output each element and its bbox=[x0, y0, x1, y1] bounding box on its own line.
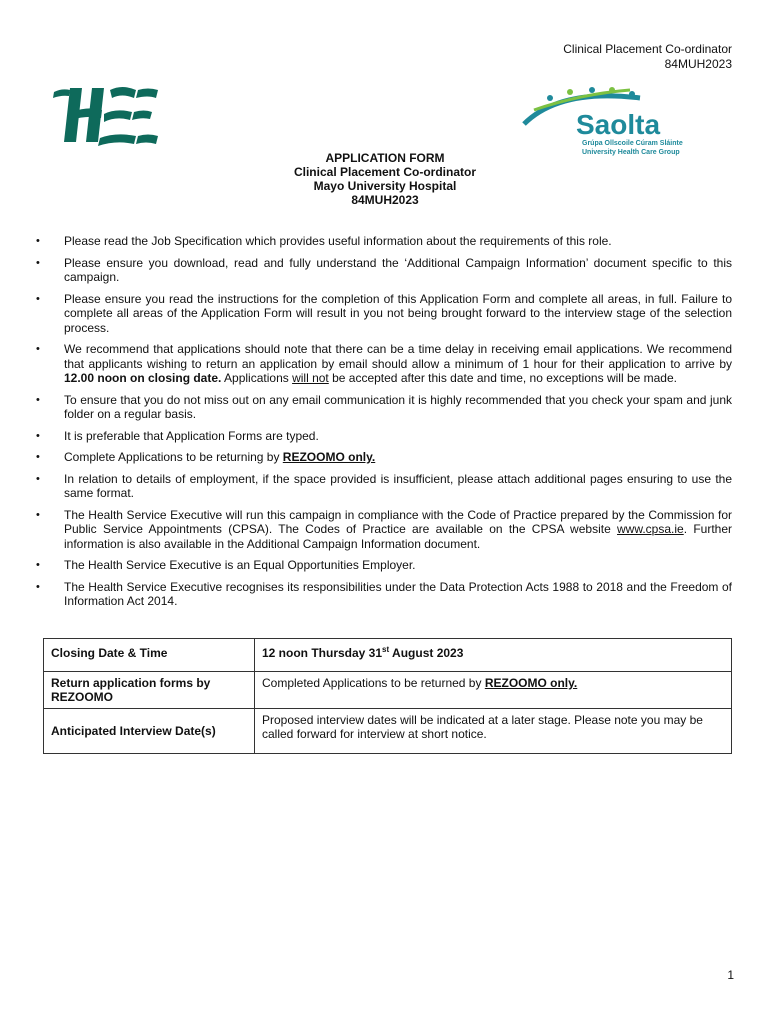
title-line-1: APPLICATION FORM bbox=[325, 151, 445, 165]
form-title bbox=[0, 151, 770, 207]
bullet-text: . Further information is also available in the Additional Campaign Information document. bbox=[64, 522, 732, 551]
bullet-icon: • bbox=[36, 580, 40, 593]
hse-logo bbox=[52, 82, 162, 148]
list-item bbox=[36, 472, 732, 501]
saolta-tagline-2: University Health Care Group bbox=[582, 149, 680, 156]
bullet-icon: • bbox=[36, 472, 40, 485]
closing-time-emphasis: 12.00 noon on closing date. bbox=[64, 371, 222, 385]
saolta-tagline-1: Grúpa Ollscoile Cúram Sláinte bbox=[582, 140, 683, 147]
bullet-icon: • bbox=[36, 292, 40, 305]
bullet-text: The Health Service Executive will run this campaign in compliance with the Code of Practice prepared by the Commission for Public Service Appointments (CPSA). The Codes of Practice are available on the CPSA website bbox=[64, 507, 732, 536]
bullet-icon: • bbox=[36, 559, 40, 571]
bullet-text: The Health Service Executive recognises its responsibilities under the Data Protection Acts 1988 to 2018 and the Freedom of Information Act 2014. bbox=[64, 579, 732, 608]
bullet-icon: • bbox=[36, 429, 40, 442]
list-item bbox=[36, 342, 732, 386]
return-forms-text: Completed Applications to be returned by bbox=[262, 676, 485, 690]
bullet-icon: • bbox=[36, 508, 40, 521]
list-item bbox=[36, 508, 732, 552]
list-item bbox=[36, 450, 732, 465]
table-row bbox=[44, 709, 732, 754]
list-item bbox=[36, 558, 732, 573]
title-line-2: Clinical Placement Co-ordinator bbox=[293, 165, 477, 179]
bullet-icon: • bbox=[36, 451, 40, 463]
closing-date-text: 12 noon Thursday 31 bbox=[262, 646, 383, 660]
bullet-icon: • bbox=[36, 256, 40, 269]
instructions-list bbox=[36, 234, 732, 616]
bullet-icon: • bbox=[36, 393, 40, 406]
bullet-text: Please read the Job Specification which provides useful information about the requirements of this role. bbox=[64, 234, 612, 248]
list-item bbox=[36, 234, 732, 249]
list-item bbox=[36, 292, 732, 336]
header-ref: 84MUH2023 bbox=[664, 57, 732, 71]
bullet-text: It is preferable that Application Forms are typed. bbox=[64, 428, 319, 443]
bullet-text: Complete Applications to be returning by bbox=[64, 450, 283, 464]
header-reference bbox=[563, 42, 732, 72]
return-forms-label: Return application forms by REZOOMO bbox=[44, 672, 255, 709]
saolta-name: Saolta bbox=[576, 109, 661, 140]
return-forms-emphasis: REZOOMO only. bbox=[484, 676, 578, 690]
bullet-text: Applications bbox=[221, 371, 293, 385]
header-role: Clinical Placement Co-ordinator bbox=[563, 42, 732, 56]
closing-date-suffix: st bbox=[382, 645, 390, 654]
will-not-emphasis: will not bbox=[292, 371, 329, 385]
interview-date-value: Proposed interview dates will be indicated at a later stage. Please note you may be called forward for interview at short notice. bbox=[255, 709, 732, 754]
key-dates-table bbox=[43, 638, 732, 754]
list-item bbox=[36, 256, 732, 285]
bullet-text: The Health Service Executive is an Equal Opportunities Employer. bbox=[64, 558, 416, 572]
bullet-text: be accepted after this date and time, no exceptions will be made. bbox=[328, 371, 677, 385]
bullet-text: Please ensure you read the instructions for the completion of this Application Form and complete all areas, in full. Failure to complete all areas of the Application Form will result in you not being brought forward to the interview stage of the selection process. bbox=[64, 291, 732, 335]
saolta-logo bbox=[520, 84, 712, 156]
return-forms-value bbox=[255, 672, 732, 709]
rezoomo-emphasis: REZOOMO only. bbox=[282, 450, 376, 464]
table-row bbox=[44, 639, 732, 672]
bullet-icon: • bbox=[36, 343, 40, 355]
list-item bbox=[36, 429, 732, 444]
bullet-text: In relation to details of employment, if the space provided is insufficient, please attach additional pages ensuring to use the same format. bbox=[64, 471, 732, 500]
closing-date-value bbox=[255, 639, 732, 672]
closing-date-label: Closing Date & Time bbox=[44, 639, 255, 672]
list-item bbox=[36, 580, 732, 609]
table-row bbox=[44, 672, 732, 709]
title-line-4: 84MUH2023 bbox=[351, 193, 419, 207]
bullet-text: To ensure that you do not miss out on any email communication it is highly recommended that you check your spam and junk folder on a regular basis. bbox=[64, 392, 732, 421]
bullet-text: Please ensure you download, read and fully understand the ‘Additional Campaign Information’ document specific to this campaign. bbox=[64, 255, 732, 284]
list-item bbox=[36, 393, 732, 422]
bullet-text: We recommend that applications should note that there can be a time delay in receiving email applications. We recommend that applicants wishing to return an application by email should allow a minimum of 1 hour for their application to arrive by bbox=[64, 342, 732, 371]
interview-date-label: Anticipated Interview Date(s) bbox=[44, 709, 255, 754]
title-line-3: Mayo University Hospital bbox=[313, 179, 457, 193]
cpsa-link[interactable]: www.cpsa.ie bbox=[617, 522, 684, 536]
bullet-icon: • bbox=[36, 235, 40, 247]
closing-date-month: August 2023 bbox=[389, 646, 464, 660]
page-number: 1 bbox=[727, 968, 734, 982]
